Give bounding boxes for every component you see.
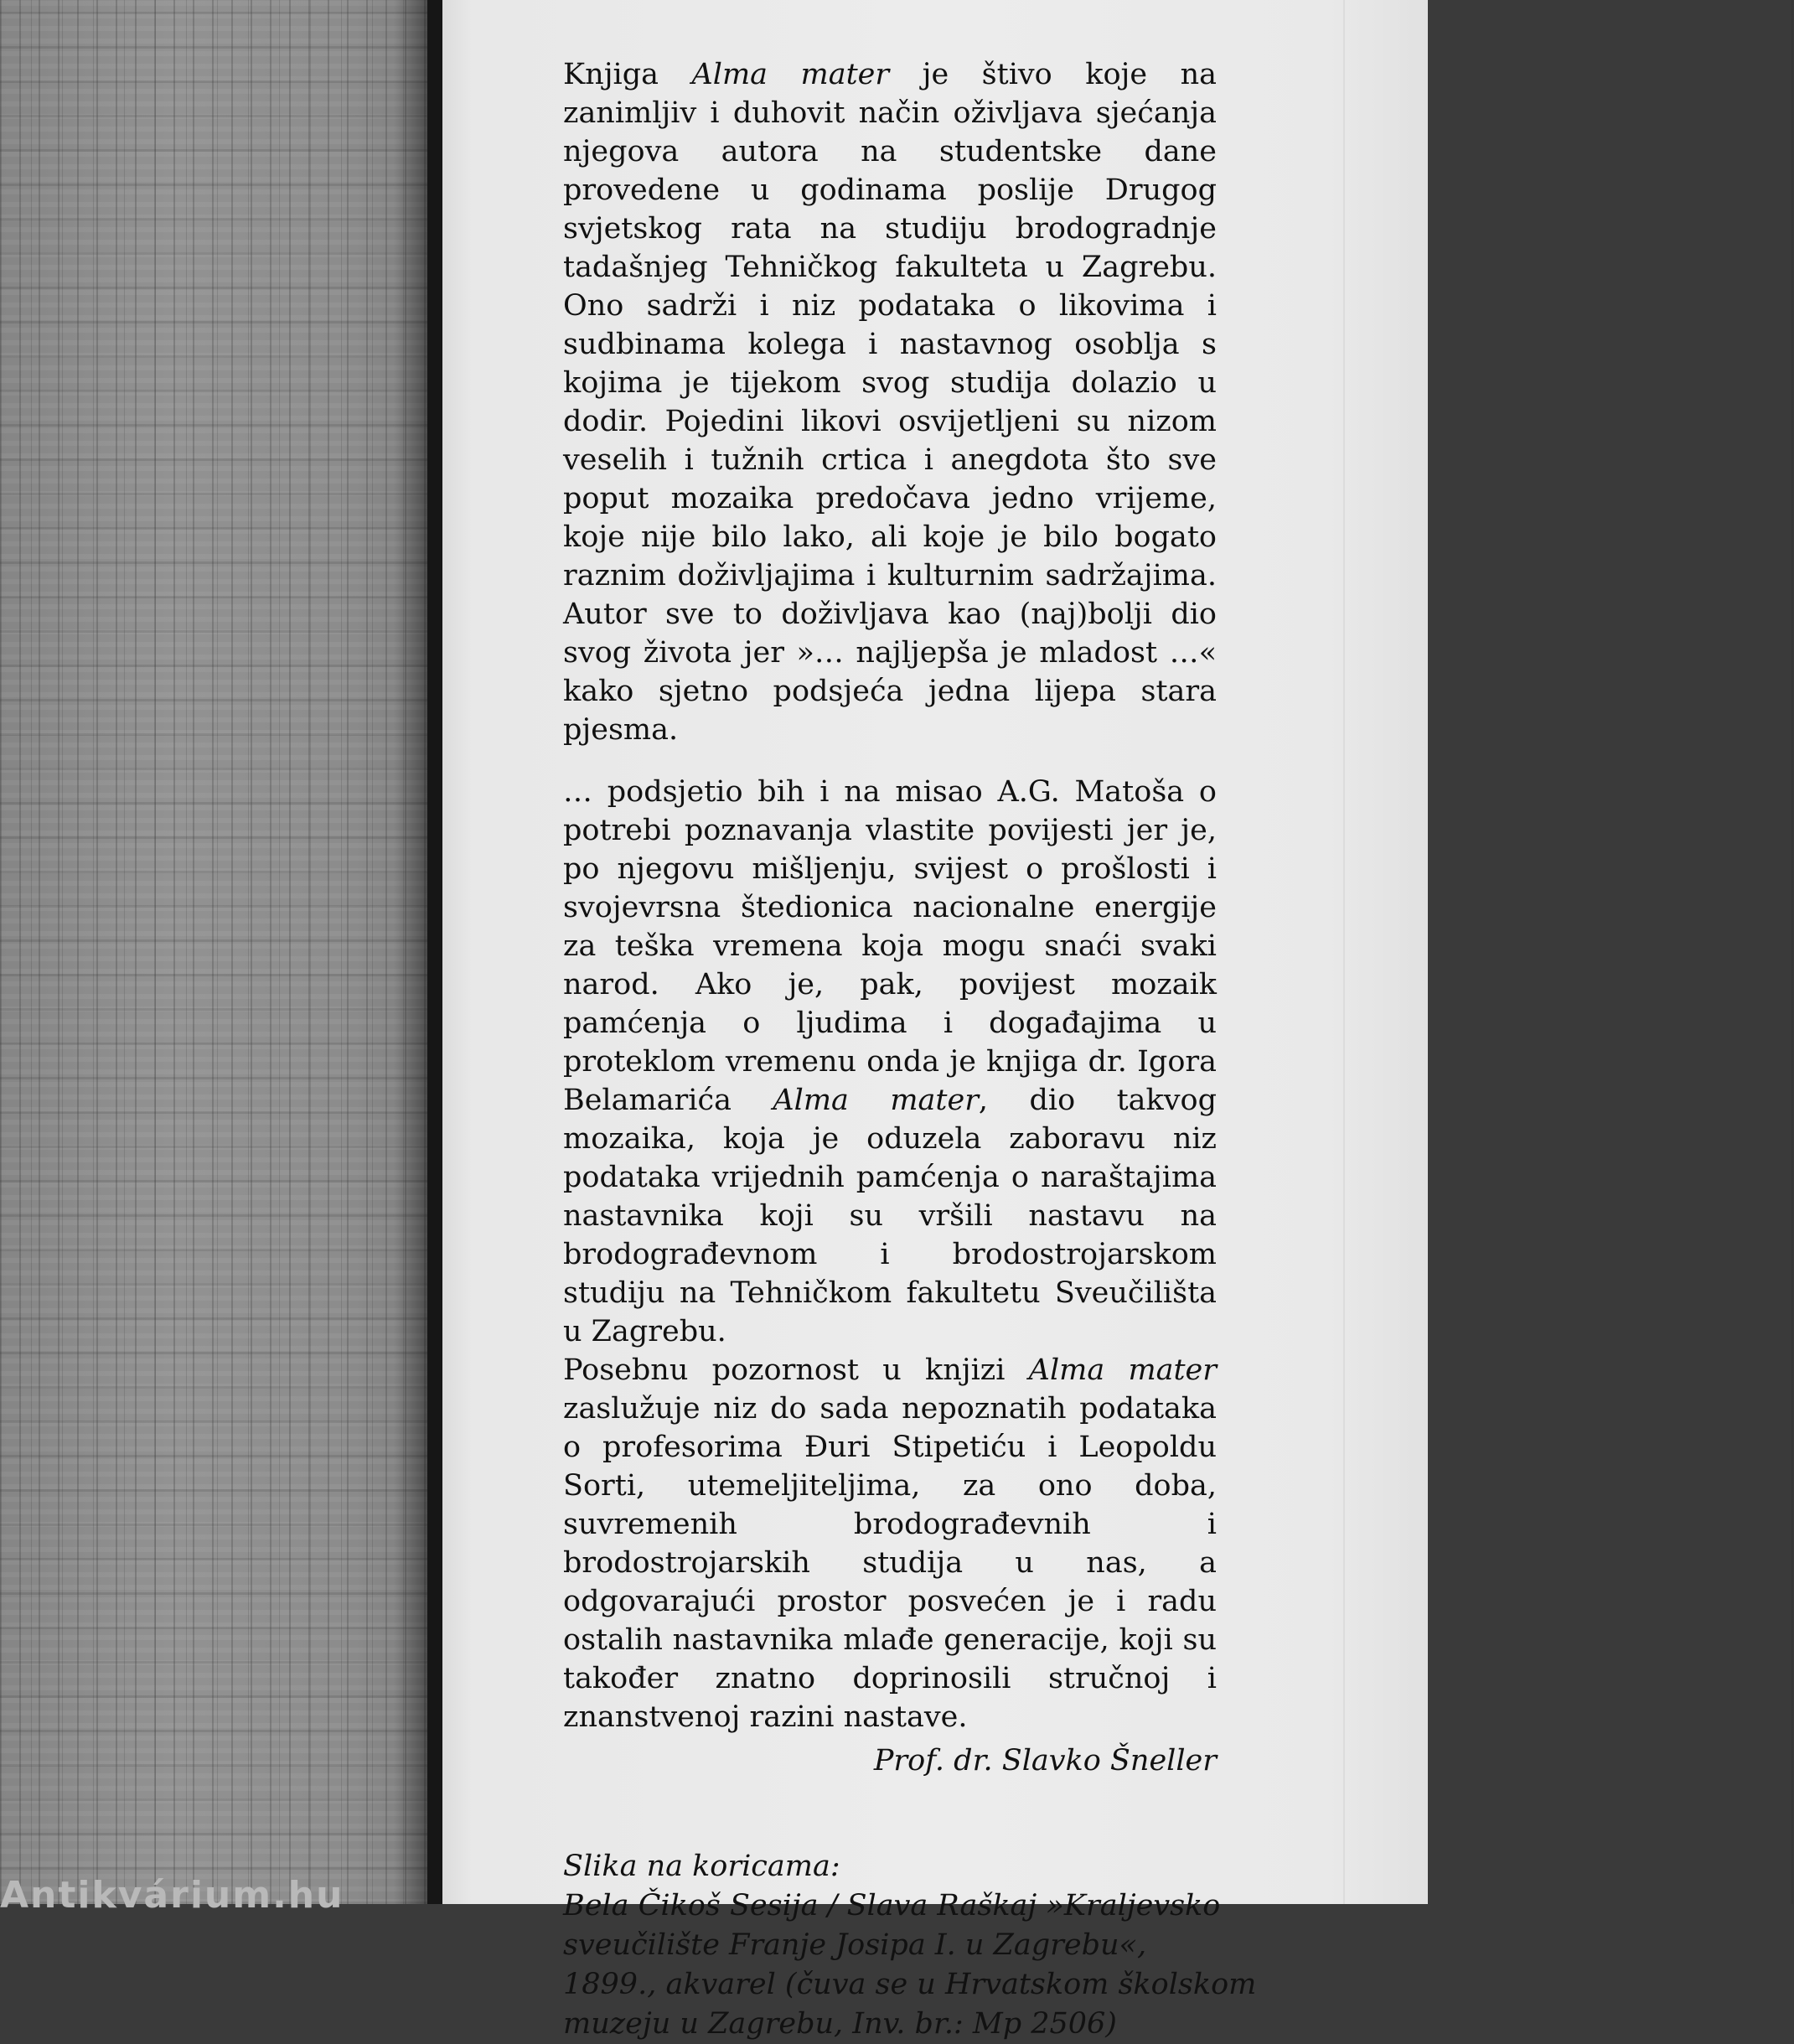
blurb-paragraph-1: Knjiga Alma mater je štivo koje na zanimljiv i duhovit način oživljava sjećanja njegova autora na studentske dane provedene u godinama poslije Drugog svjetskog rata na studiju brodogradnje tadašnjeg Tehničkog fakulteta u Zagrebu. Ono sadrži i niz podataka o likovima i sudbinama kolega i nastavnog osoblja s kojima je tijekom svog studija dolazio u dodir. Pojedini likovi osvijetljeni su nizom veselih i tužnih crtica i anegdota što sve poput mozaika predočava jedno vrijeme, koje nije bilo lako, ali koje je bilo bogato raznim doživljajima i kulturnim sadržajima. Autor sve to doživljava kao (naj)bolji dio svog života jer »… najljepša je mladost …« kako sjetno podsjeća jedna lijepa stara pjesma.: [563, 58, 1217, 747]
caption-line: 1899., akvarel (čuva se u Hrvatskom školskom: [563, 1968, 1257, 2001]
blurb-paragraph-2: … podsjetio bih i na misao A.G. Matoša o potrebi poznavanja vlastite povijesti jer je, po njegovu mišljenju, svijest o prošlosti i svojevrsna štedionica nacionalne energije za teška vremena koja mogu snaći svaki narod. Ako je, pak, povijest mozaik pamćenja o ljudima i događajima u proteklom vremenu onda je knjiga dr. Igora Belamarića Alma mater, dio takvog mozaika, koja je oduzela zaboravu niz podataka vrijednih pamćenja o naraštajima nastavnika koji su vršili nastavu na brodograđevnom i brodostrojarskom studiju na Tehničkom fakultetu Sveučilišta u Zagrebu.: [563, 775, 1217, 1348]
cover-image-caption: [563, 1847, 1257, 2044]
blurb-paragraph-3: Posebnu pozornost u knjizi Alma mater zaslužuje niz do sada nepoznatih podataka o profesorima Đuri Stipetiću i Leopoldu Sorti, utemeljiteljima, za ono doba, suvremenih brodograđevnih i brodostrojarskih studija u nas, a odgovarajući prostor posvećen je i radu ostalih nastavnika mlađe generacije, koji su također znatno doprinosili stručnoj i znanstvenoj razini nastave.: [563, 1353, 1218, 1734]
book-title-italic: Alma mater: [773, 1084, 979, 1117]
cover-crease: [1343, 0, 1345, 1904]
reviewer-signature: Prof. dr. Slavko Šneller: [873, 1744, 1217, 1778]
grey-board-background: [0, 0, 427, 1904]
book-title-italic: Alma mater: [691, 58, 890, 91]
caption-line: muzeju u Zagrebu, Inv. br.: Mp 2506): [563, 2007, 1117, 2041]
caption-line: Slika na koricama:: [563, 1850, 840, 1883]
blurb-text-block: [563, 55, 1257, 2044]
caption-line: Bela Čikoš Sesija / Slava Raškaj »Kraljevsko: [563, 1889, 1221, 1922]
caption-line: sveučilište Franje Josipa I. u Zagrebu«,: [563, 1928, 1147, 1962]
site-watermark: Antikvárium.hu: [0, 1874, 344, 1917]
book-edge-shadow: [427, 0, 442, 1904]
book-title-italic: Alma mater: [1028, 1353, 1218, 1387]
